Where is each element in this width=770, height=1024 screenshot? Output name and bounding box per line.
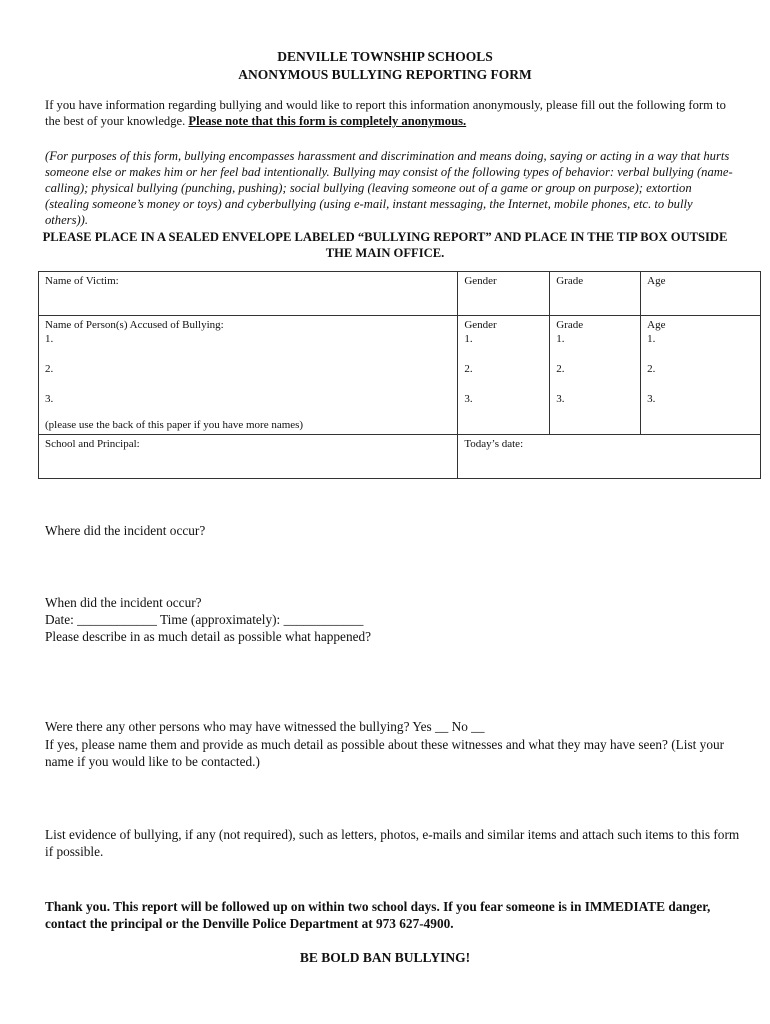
accused-name-cell-1[interactable] — [39, 316, 458, 360]
accused-grade-cell-3[interactable] — [550, 390, 641, 435]
accused-gender-cell-3[interactable] — [458, 390, 550, 435]
accused-number-3: 3. — [45, 392, 54, 405]
anonymous-note: Please note that this form is completely anonymous. — [188, 114, 467, 128]
victim-row — [39, 272, 761, 316]
district-title: DENVILLE TOWNSHIP SCHOOLS — [277, 49, 493, 64]
accused-gender-cell-2[interactable] — [458, 360, 550, 390]
form-title: ANONYMOUS BULLYING REPORTING FORM — [238, 67, 532, 82]
todays-date-label: Today’s date: — [464, 437, 524, 450]
accused-row-3 — [39, 390, 761, 435]
accused-number-1: 1. — [45, 333, 54, 345]
accused-grade-cell-1[interactable] — [550, 316, 641, 360]
accused-grade-cell-2[interactable] — [550, 360, 641, 390]
accused-age-cell-3[interactable] — [641, 390, 761, 435]
accused-gender-number-2: 2. — [464, 362, 473, 375]
victim-gender-label: Gender — [464, 275, 497, 287]
intro-paragraph — [45, 97, 735, 129]
bullying-definition: (For purposes of this form, bullying encompasses harassment and discrimination and means doing, saying or acting in a way that hurts someone else or makes him or her feel bad intentionally. Bullying may consist of the following types of behavior: verbal bullying (name-calling); physical bullying (punching, pushing); social bullying (leaving someone out of a game or group on purpose); extortion (stealing someone’s money or toys) and cyberbullying (using e-mail, instant messaging, the Internet, mobile phones, etc. to bully others)). — [45, 149, 733, 227]
date-time-line: Date: ____________ Time (approximately): ____________ — [45, 612, 364, 627]
witness-detail-question: If yes, please name them and provide as much detail as possible about these witnesses and what they may have seen? (List your name if you would like to be contacted.) — [45, 737, 725, 769]
accused-number-2: 2. — [45, 362, 54, 375]
witness-question: Were there any other persons who may have witnessed the bullying? Yes __ No __ — [45, 719, 485, 734]
accused-grade-number-1: 1. — [556, 333, 565, 345]
victim-age-label: Age — [647, 275, 666, 287]
when-question: When did the incident occur? — [45, 595, 202, 610]
accused-grade-number-3: 3. — [556, 392, 565, 405]
victim-grade-label: Grade — [556, 275, 584, 287]
school-principal-label: School and Principal: — [45, 437, 140, 450]
accused-grade-label: Grade — [556, 319, 584, 331]
accused-row-2 — [39, 360, 761, 390]
victim-name-label: Name of Victim: — [45, 275, 119, 287]
accused-grade-number-2: 2. — [556, 362, 565, 375]
accused-age-label: Age — [647, 319, 666, 331]
slogan: BE BOLD BAN BULLYING! — [299, 950, 471, 965]
school-row — [39, 434, 761, 478]
accused-age-number-3: 3. — [647, 392, 656, 405]
victim-grade-cell[interactable] — [550, 272, 641, 316]
accused-label: Name of Person(s) Accused of Bullying: — [45, 319, 224, 331]
evidence-question: List evidence of bullying, if any (not required), such as letters, photos, e-mails and similar items and attach such items to this form if possible. — [45, 827, 740, 859]
accused-gender-number-3: 3. — [464, 392, 473, 405]
accused-age-number-2: 2. — [647, 362, 656, 375]
accused-gender-label: Gender — [464, 319, 497, 331]
intro-text: If you have information regarding bullying and would like to report this information anonymously, please fill out the following form to the best of your knowledge. — [45, 98, 726, 128]
more-names-note: (please use the back of this paper if you have more names) — [45, 418, 304, 431]
thank-you-note: Thank you. This report will be followed up on within two school days. If you fear someone is in IMMEDIATE danger, contact the principal or the Denville Police Department at 973 627-4900. — [45, 899, 711, 931]
where-question: Where did the incident occur? — [45, 523, 206, 538]
school-principal-cell[interactable] — [39, 434, 458, 478]
accused-gender-cell-1[interactable] — [458, 316, 550, 360]
incident-info-table — [38, 271, 761, 479]
accused-name-cell-2[interactable] — [39, 360, 458, 390]
envelope-instruction: PLEASE PLACE IN A SEALED ENVELOPE LABELED “BULLYING REPORT” AND PLACE IN THE TIP BOX OUTSIDE THE MAIN OFFICE. — [42, 230, 728, 260]
victim-age-cell[interactable] — [641, 272, 761, 316]
accused-age-number-1: 1. — [647, 333, 656, 345]
accused-gender-number-1: 1. — [464, 333, 473, 345]
victim-gender-cell[interactable] — [458, 272, 550, 316]
todays-date-cell[interactable] — [458, 434, 761, 478]
accused-age-cell-1[interactable] — [641, 316, 761, 360]
accused-age-cell-2[interactable] — [641, 360, 761, 390]
accused-name-cell-3[interactable] — [39, 390, 458, 435]
describe-question: Please describe in as much detail as possible what happened? — [45, 629, 372, 644]
victim-name-cell[interactable] — [39, 272, 458, 316]
accused-row-1 — [39, 316, 761, 360]
